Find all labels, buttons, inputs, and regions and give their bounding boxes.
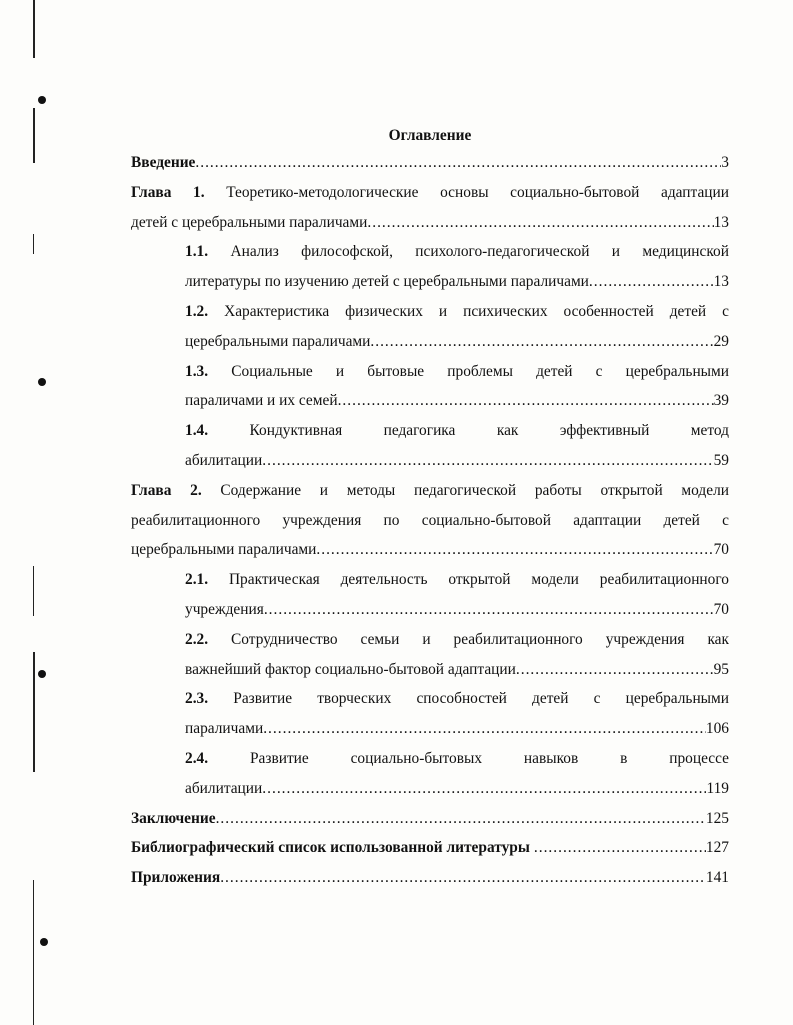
dot-leader (530, 833, 706, 863)
toc-page-number: 95 (713, 660, 729, 678)
toc-entry-conclusion (131, 804, 729, 834)
dot-leader (220, 863, 706, 893)
toc-entry-text: параличами (185, 720, 264, 738)
section-number: 1.2. (185, 302, 209, 320)
toc-entry-chapter-2 (131, 476, 729, 565)
dot-leader (516, 655, 714, 685)
toc-entry-label: Заключение (131, 809, 216, 827)
section-number: 2.1. (185, 571, 209, 589)
toc-entry-text: Развитие социально-бытовых навыков в процессе (249, 749, 729, 767)
toc-entry-text: Кондуктивная педагогика как эффективный метод (249, 422, 729, 440)
toc-entry-section-2-2 (185, 625, 729, 685)
dot-leader (370, 327, 713, 357)
toc-entry-text: церебральными параличами (185, 332, 371, 350)
toc-entry-text: абилитации (185, 451, 263, 469)
toc-entry-text: Практическая деятельность открытой модели реабилитационного (228, 571, 729, 589)
dot-leader (262, 774, 706, 804)
toc-entry-text: параличами и их семей (185, 392, 338, 410)
toc-entry-section-2-1 (185, 565, 729, 625)
toc-entry-text: Теоретико-методологические основы социально-бытовой адаптации (226, 183, 729, 201)
hole-punch-mark (38, 96, 46, 104)
toc-entry-text: Анализ философской, психолого-педагогической и медицинской (230, 243, 729, 261)
dot-leader (338, 386, 714, 416)
dot-leader (316, 535, 713, 565)
toc-entry-section-1-1 (185, 237, 729, 297)
toc-page-number: 29 (713, 332, 729, 350)
toc-entry-section-1-3 (185, 357, 729, 417)
chapter-number: Глава 2. (131, 481, 202, 499)
dot-leader (367, 208, 713, 238)
toc-entry-text: Развитие творческих способностей детей с церебральными (233, 690, 729, 708)
dot-leader (589, 267, 714, 297)
scan-margin-line (33, 566, 34, 616)
toc-entry-bibliography (131, 833, 729, 863)
toc-entry-text: учреждения (185, 600, 264, 618)
section-number: 1.4. (185, 422, 209, 440)
dot-leader (262, 446, 713, 476)
toc-entry-text: детей с церебральными параличами (131, 213, 368, 231)
toc-entry-text: Социальные и бытовые проблемы детей с церебральными (231, 362, 729, 380)
scan-margin-line (33, 0, 35, 58)
toc-entry-label: Библиографический список использованной литературы (131, 839, 530, 857)
toc-entry-text: реабилитационного учреждения по социально-бытовой адаптации детей с (131, 511, 729, 529)
toc-entry-label: Приложения (131, 869, 221, 887)
toc-page-number: 127 (705, 839, 729, 857)
chapter-number: Глава 1. (131, 183, 205, 201)
toc-entry-intro (131, 148, 729, 178)
toc-entry-section-2-4 (185, 744, 729, 804)
dot-leader (264, 595, 714, 625)
section-number: 2.2. (185, 630, 209, 648)
toc-entry-text: абилитации (185, 779, 263, 797)
dot-leader (216, 804, 706, 834)
toc-page-number: 13 (713, 213, 729, 231)
toc-page-number: 70 (713, 600, 729, 618)
table-of-contents (131, 124, 729, 893)
toc-entry-text: Характеристика физических и психических особенностей детей с (224, 302, 729, 320)
page-title: Оглавление (388, 127, 472, 144)
hole-punch-mark (40, 938, 48, 946)
toc-entry-text: Сотрудничество семьи и реабилитационного учреждения как (231, 630, 729, 648)
scan-margin-line (33, 880, 34, 1025)
section-number: 1.3. (185, 362, 209, 380)
toc-page-number: 59 (713, 451, 729, 469)
toc-page-number: 3 (721, 154, 729, 171)
section-number: 2.4. (185, 749, 209, 767)
hole-punch-mark (38, 670, 46, 678)
toc-page-number: 119 (706, 779, 729, 797)
toc-page-number: 125 (705, 809, 729, 827)
toc-page-number: 13 (713, 273, 729, 291)
section-number: 1.1. (185, 243, 209, 261)
scan-margin-line (33, 108, 35, 163)
scan-margin-line (33, 234, 34, 254)
toc-entry-section-2-3 (185, 684, 729, 744)
toc-entry-label: Введение (131, 154, 196, 171)
section-number: 2.3. (185, 690, 209, 708)
toc-page-number: 70 (713, 541, 729, 559)
toc-entry-section-1-2 (185, 297, 729, 357)
toc-entry-appendices (131, 863, 729, 893)
toc-entry-chapter-1 (131, 178, 729, 238)
hole-punch-mark (38, 378, 46, 386)
toc-entry-section-1-4 (185, 416, 729, 476)
toc-entry-text: Содержание и методы педагогической работы открытой модели (220, 481, 729, 499)
scan-margin-line (33, 652, 35, 772)
toc-page-number: 141 (705, 869, 729, 887)
dot-leader (195, 148, 721, 178)
toc-entry-text: важнейший фактор социально-бытовой адаптации (185, 660, 516, 678)
dot-leader (263, 714, 706, 744)
toc-entry-text: литературы по изучению детей с церебральными параличами (185, 273, 589, 291)
toc-entry-text: церебральными параличами (131, 541, 317, 559)
toc-page-number: 39 (713, 392, 729, 410)
toc-page-number: 106 (705, 720, 729, 738)
